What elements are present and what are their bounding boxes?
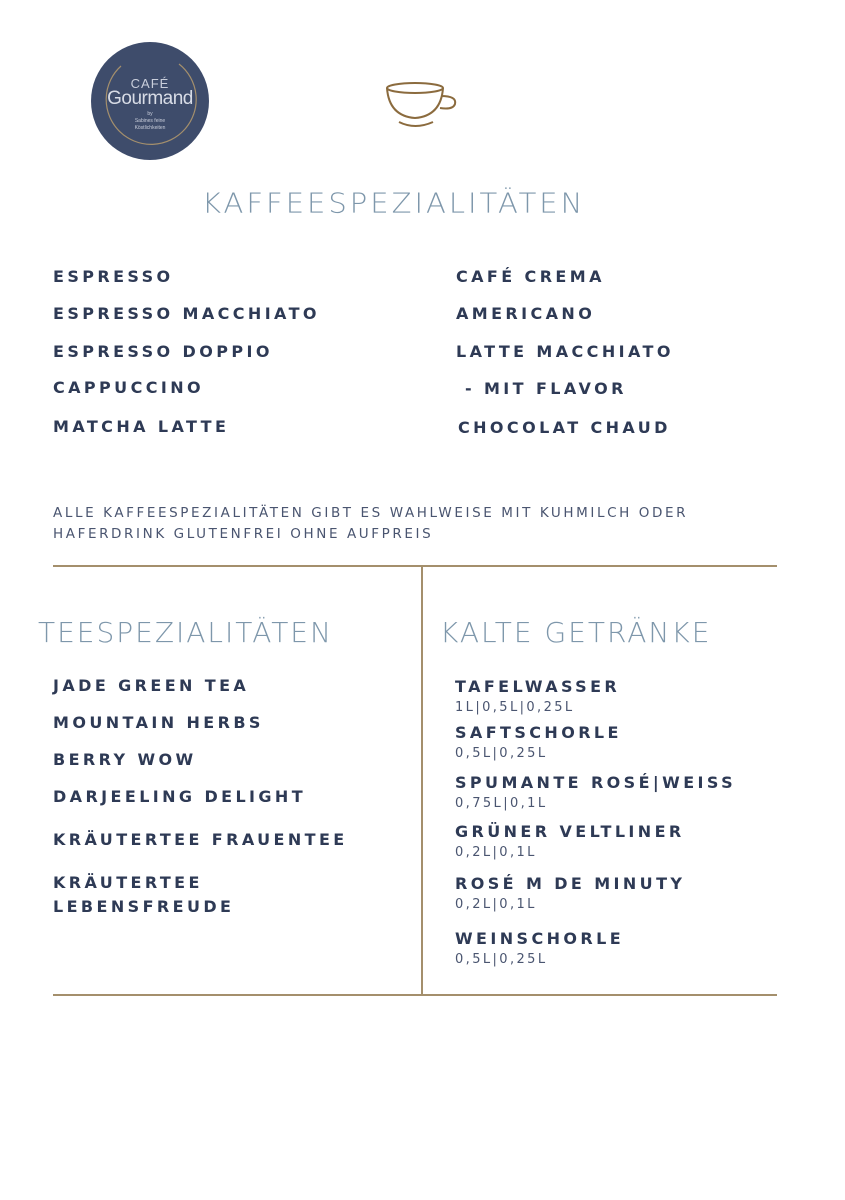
logo-by-text: by [147,111,153,117]
tea-item: JADE GREEN TEA [53,676,250,695]
logo-subtitle-line2: Köstlichkeiten [134,125,166,131]
cold-drinks-section-title: KALTE GETRÄNKE [440,616,712,649]
cold-drink-sizes: 1L|0,5L|0,25L [455,700,575,715]
tea-item: MOUNTAIN HERBS [53,713,264,732]
cold-drink-name: SPUMANTE ROSÉ|WEISS [455,773,737,792]
bottom-divider [53,994,777,996]
coffee-item: MATCHA LATTE [53,417,230,436]
cold-drink-name: ROSÉ M DE MINUTY [455,874,686,893]
cold-drink-sizes: 0,2L|0,1L [455,897,537,912]
cold-drink-name: TAFELWASSER [455,677,621,696]
coffee-cup-icon [385,80,460,132]
cold-drink-sizes: 0,75L|0,1L [455,796,548,811]
tea-item: DARJEELING DELIGHT [53,787,307,806]
tea-item: BERRY WOW [53,750,197,769]
coffee-item: LATTE MACCHIATO [456,342,674,361]
cafe-logo [91,42,209,160]
coffee-item: ESPRESSO MACCHIATO [53,304,320,323]
milk-note [53,503,793,545]
logo-subtitle-line1: Sabines feine [134,118,166,124]
cold-drink-sizes: 0,2L|0,1L [455,845,537,860]
coffee-section-title: KAFFEESPEZIALITÄTEN [202,186,586,220]
logo-name-text: Gourmand [107,88,193,109]
tea-item: KRÄUTERTEE FRAUENTEE [53,830,348,849]
tea-item: LEBENSFREUDE [53,897,235,916]
coffee-item: ESPRESSO [53,267,174,286]
cold-drink-name: SAFTSCHORLE [455,723,622,742]
coffee-item: CAPPUCCINO [53,378,204,397]
center-divider [421,566,423,996]
tea-section-title: TEESPEZIALITÄTEN [38,616,333,649]
cold-drink-sizes: 0,5L|0,25L [455,746,548,761]
tea-item: KRÄUTERTEE [53,873,203,892]
logo-cafe-text: CAFÉ [130,76,170,91]
milk-note-line2: HAFERDRINK GLUTENFREI OHNE AUFPREIS [53,526,434,542]
coffee-item: CHOCOLAT CHAUD [458,418,671,437]
cold-drink-name: GRÜNER VELTLINER [455,822,685,841]
coffee-item: AMERICANO [456,304,596,323]
cold-drink-sizes: 0,5L|0,25L [455,952,548,967]
coffee-item: ESPRESSO DOPPIO [53,342,273,361]
milk-note-line1: ALLE KAFFEESPEZIALITÄTEN GIBT ES WAHLWEISE MIT KUHMILCH ODER [53,505,689,521]
cold-drink-name: WEINSCHORLE [455,929,625,948]
coffee-item: - MIT FLAVOR [456,379,627,398]
coffee-item: CAFÉ CREMA [456,267,605,286]
top-divider [53,565,777,567]
